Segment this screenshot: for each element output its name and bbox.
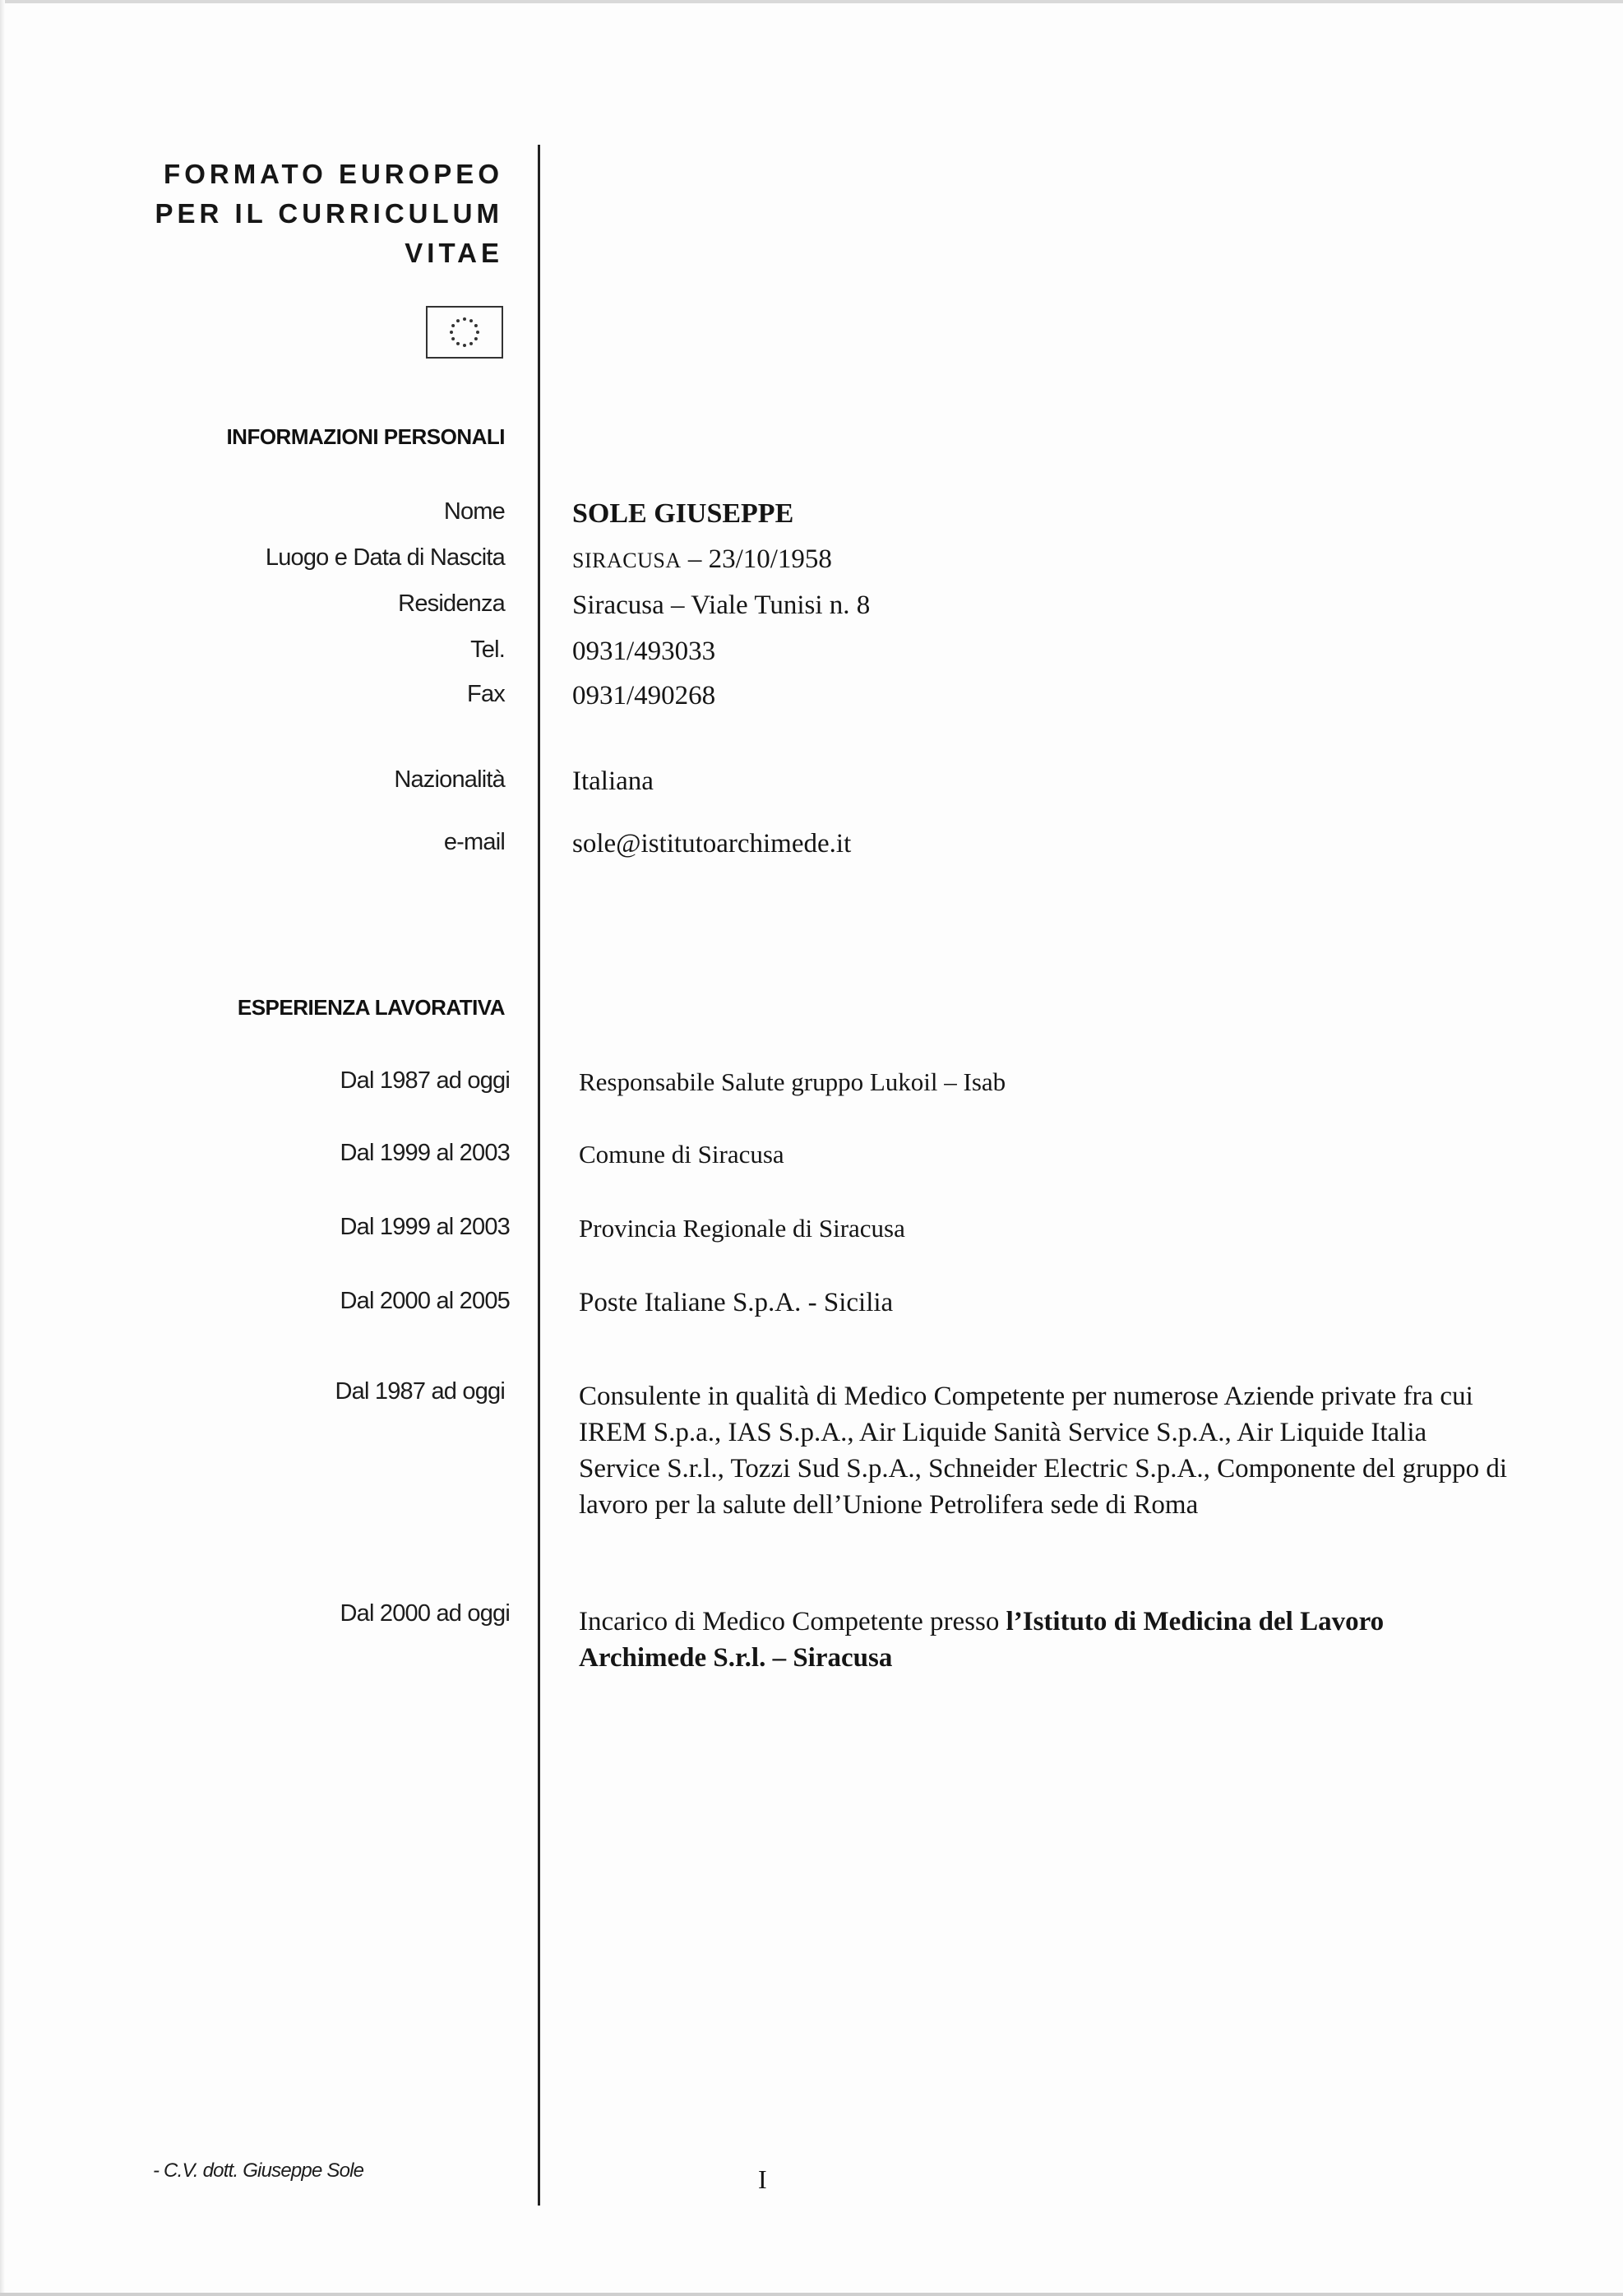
birth-value [572, 544, 832, 575]
fax-label: Fax [467, 681, 505, 707]
nationality-label: Nazionalità [394, 766, 505, 793]
experience-description: Provincia Regionale di Siracusa [579, 1214, 905, 1243]
fax-value: 0931/490268 [572, 681, 716, 711]
column-divider [538, 145, 540, 2206]
birth-city: SIRACUSA [572, 549, 682, 572]
tel-value: 0931/493033 [572, 636, 716, 666]
personal-info-heading: INFORMAZIONI PERSONALI [226, 424, 505, 449]
email-label: e-mail [443, 829, 505, 855]
nationality-value: Italiana [572, 766, 654, 796]
scan-top-edge [0, 0, 1623, 3]
title-line-2: PER IL CURRICULUM [155, 198, 503, 229]
eu-stars-icon [428, 308, 502, 357]
title-line-3: VITAE [405, 238, 503, 268]
document-title [155, 155, 503, 273]
title-line-1: FORMATO EUROPEO [164, 159, 503, 189]
work-experience-heading: ESPERIENZA LAVORATIVA [237, 995, 505, 1020]
experience-description: Poste Italiane S.p.A. - Sicilia [579, 1288, 894, 1317]
scan-bottom-edge [0, 2293, 1623, 2296]
experience-description: Responsabile Salute gruppo Lukoil – Isab [579, 1067, 1006, 1096]
residence-label: Residenza [398, 590, 505, 617]
experience-period: Dal 2000 al 2005 [340, 1288, 510, 1314]
scan-left-edge [0, 0, 5, 2296]
page-number: I [758, 2164, 767, 2194]
footer-author: - C.V. dott. Giuseppe Sole [153, 2159, 364, 2182]
birth-label: Luogo e Data di Nascita [265, 544, 505, 571]
experience-period: Dal 2000 ad oggi [340, 1600, 510, 1627]
birth-date: – 23/10/1958 [681, 544, 832, 574]
eu-flag-icon [426, 306, 503, 359]
experience-period: Dal 1999 al 2003 [340, 1140, 510, 1166]
experience-period: Dal 1987 ad oggi [340, 1067, 510, 1094]
email-value: sole@istitutoarchimede.it [572, 829, 852, 859]
experience-description: Consulente in qualità di Medico Competente per numerose Aziende private fra cui IREM S.p.a., IAS S.p.A., Air Liquide Sanità Service S.p.A., Air Liquide Italia Service S.r.l., Tozzi Sud S.p.A., Schneider Electric S.p.A., Componente del gruppo di lavoro per la salute dell’Unione Petrolifera sede di Roma [579, 1382, 1507, 1520]
tel-label: Tel. [470, 636, 505, 663]
experience-description [579, 1604, 1508, 1676]
experience-description-bold: l’Istituto di Medicina del Lavoro Archimede S.r.l. – Siracusa [579, 1607, 1385, 1673]
name-value: SOLE GIUSEPPE [572, 498, 794, 529]
name-label: Nome [443, 498, 505, 525]
experience-period: Dal 1987 ad oggi [335, 1378, 505, 1405]
experience-description: Comune di Siracusa [579, 1140, 784, 1169]
experience-period: Dal 1999 al 2003 [340, 1214, 510, 1240]
residence-value: Siracusa – Viale Tunisi n. 8 [572, 590, 871, 620]
experience-description-plain: Incarico di Medico Competente presso [579, 1607, 1006, 1636]
